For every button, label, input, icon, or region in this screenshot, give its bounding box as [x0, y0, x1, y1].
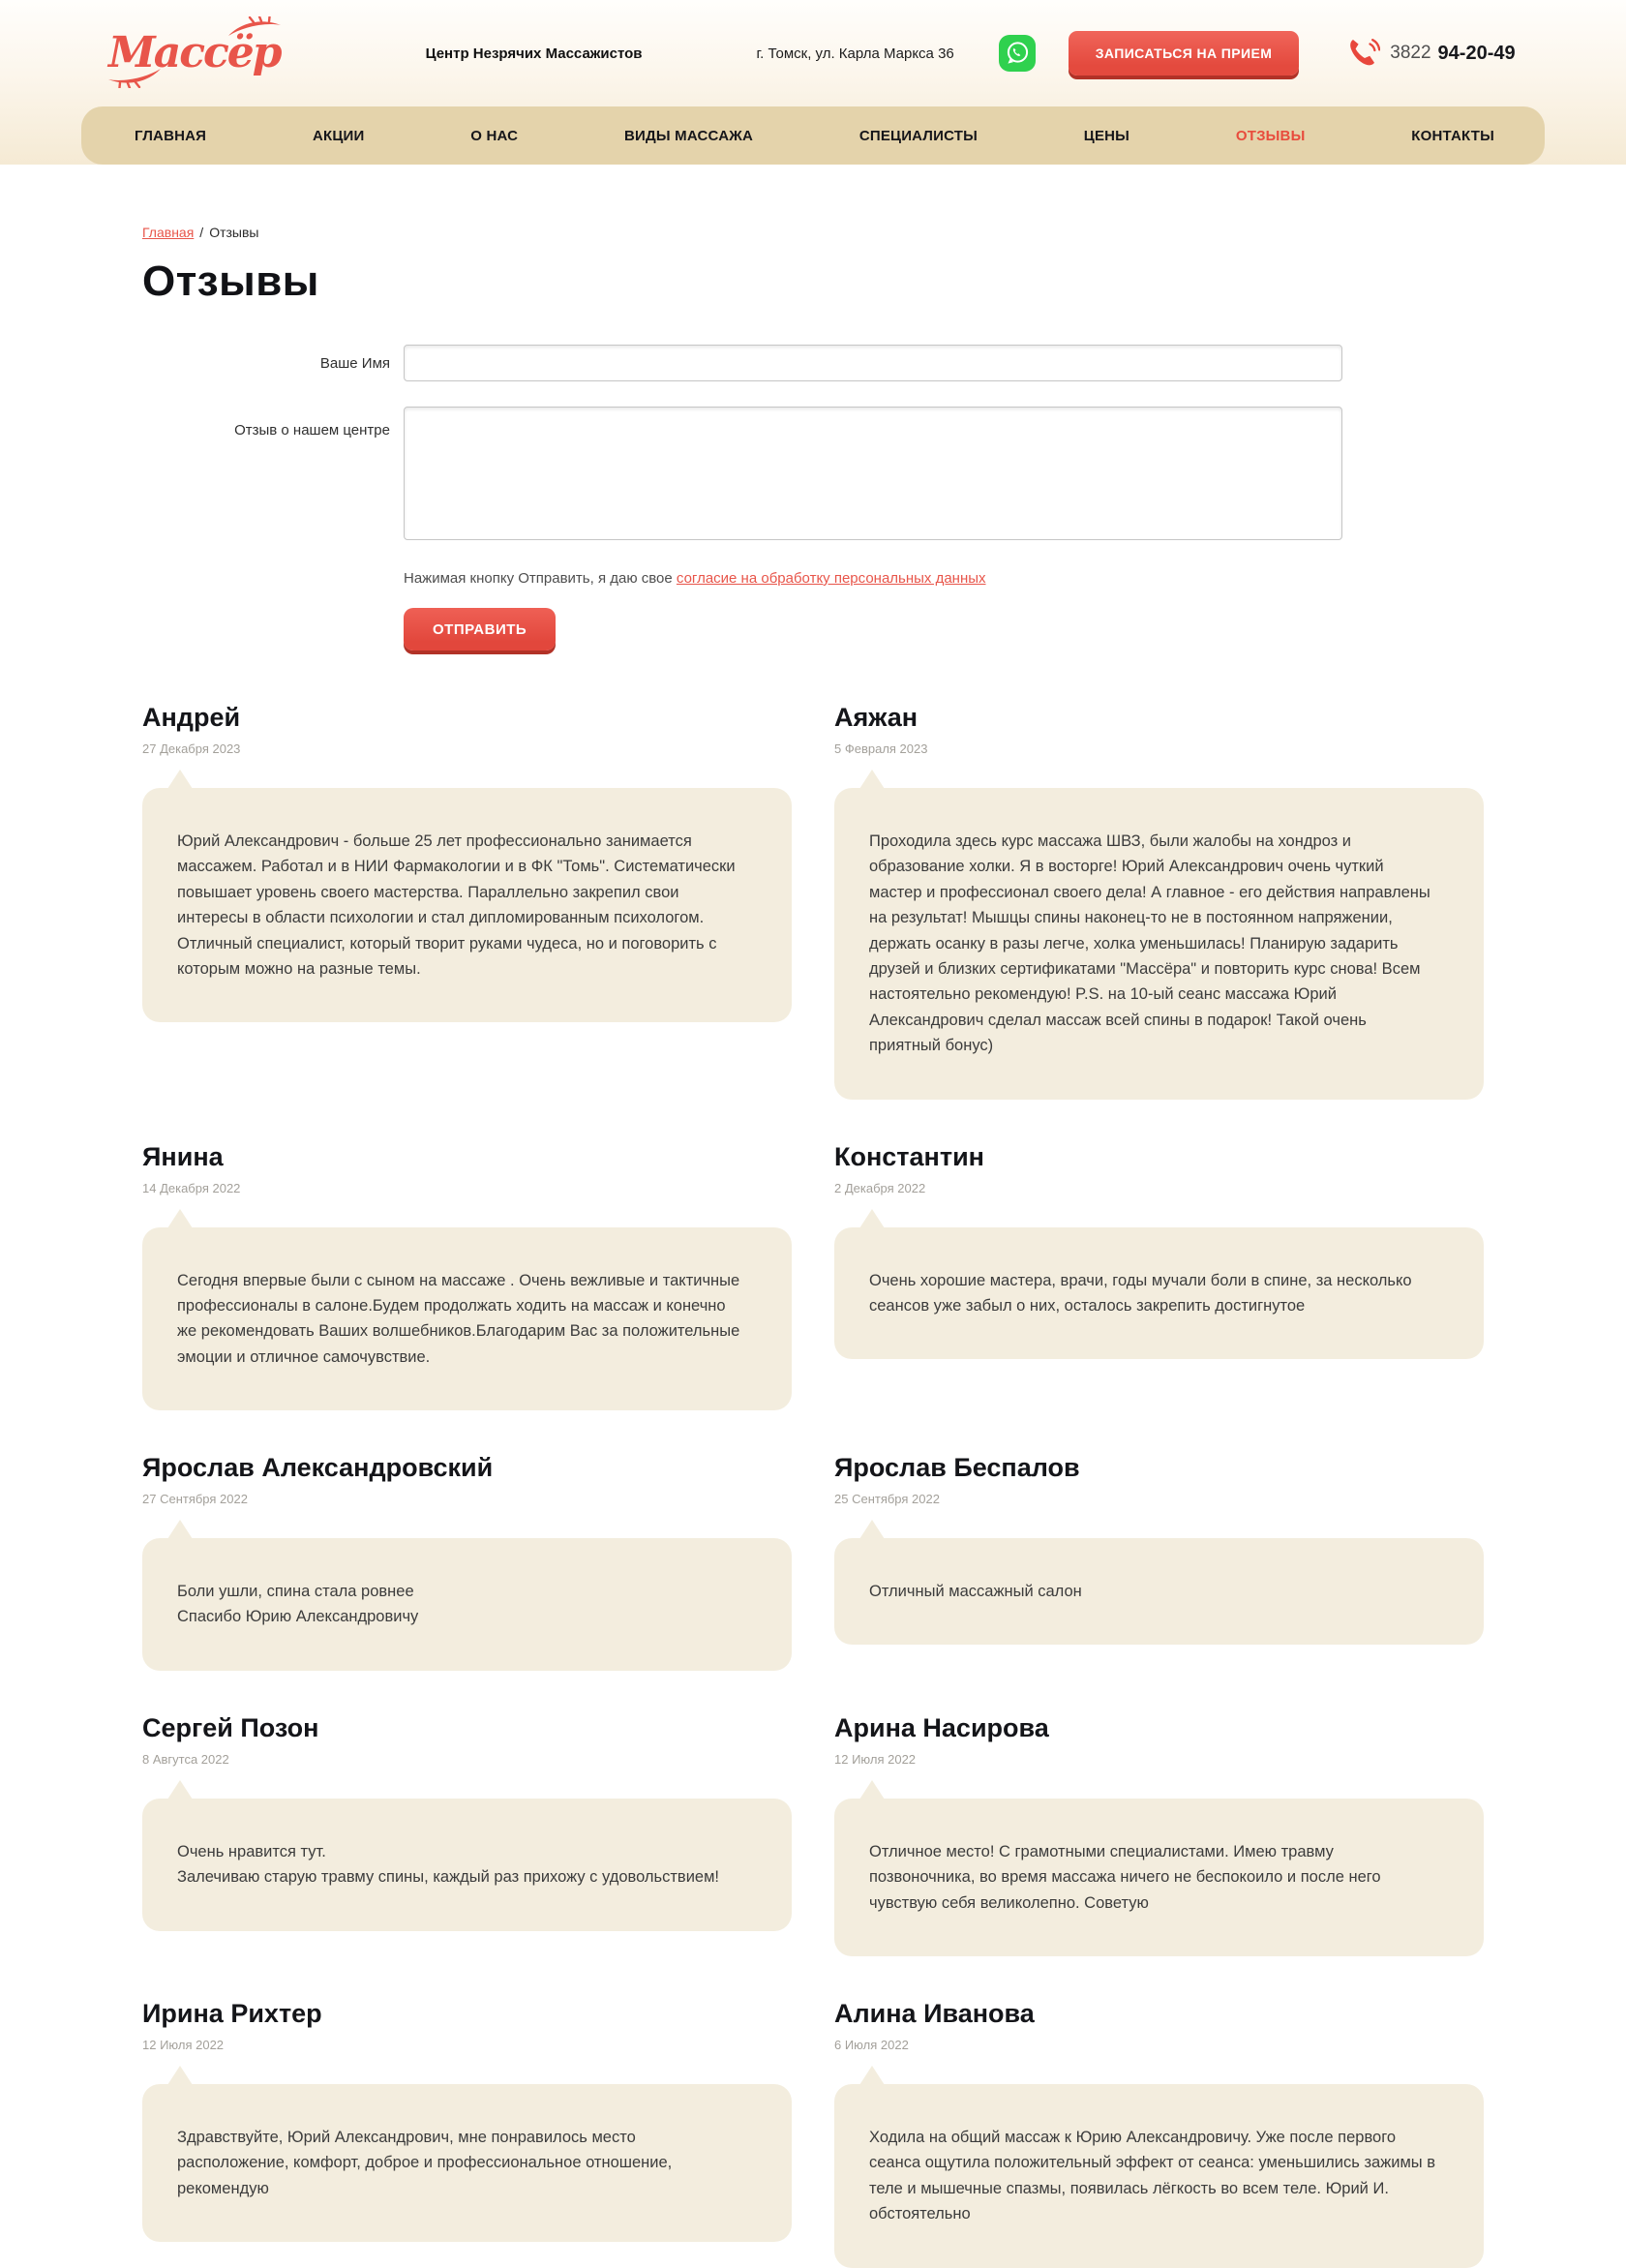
breadcrumb-current: Отзывы — [209, 225, 259, 240]
review-item — [834, 1713, 1484, 1956]
review-author: Алина Иванова — [834, 1999, 1035, 2029]
review-item — [142, 703, 792, 1100]
review-date: 2 Декабря 2022 — [834, 1180, 926, 1195]
review-bubble — [142, 1538, 792, 1671]
nav-item-специалисты[interactable]: СПЕЦИАЛИСТЫ — [858, 127, 978, 144]
review-bubble — [142, 1227, 792, 1411]
breadcrumb-separator: / — [199, 225, 204, 240]
whatsapp-icon[interactable] — [999, 35, 1036, 72]
address: г. Томск, ул. Карла Маркса 36 — [756, 45, 954, 62]
logo[interactable] — [108, 28, 281, 77]
name-field-label: Ваше Имя — [319, 354, 390, 372]
logo-hand-bottom-icon — [106, 67, 163, 88]
review-date: 27 Декабря 2023 — [142, 741, 241, 756]
review-paragraph: Отличное место! С грамотными специалистами. Имею травму позвоночника, во время массажа ничего не беспокоило и после него чувствую себя великолепно. Советую — [869, 1842, 1381, 1912]
review-author: Арина Насирова — [834, 1712, 1049, 1742]
nav-item-виды массажа[interactable]: ВИДЫ МАССАЖА — [624, 127, 754, 144]
logo-hand-top-icon — [226, 16, 283, 38]
nav-item-главная[interactable]: ГЛАВНАЯ — [135, 127, 207, 144]
consent-link[interactable]: согласие на обработку персональных данных — [676, 570, 986, 587]
review-item — [834, 1142, 1484, 1411]
review-date: 27 Сентября 2022 — [142, 1492, 248, 1507]
review-date: 14 Декабря 2022 — [142, 1180, 241, 1195]
review-bubble — [834, 1538, 1484, 1645]
review-item — [834, 1453, 1484, 1671]
review-paragraph: Ходила на общий массаж к Юрию Александровичу. Уже после первого сеанса ощутила положительный эффект от сеанса: уменьшились зажимы в теле и мышечные спазмы, появилась лёгкость во всем теле. Юрий И. обстоятельно — [869, 2129, 1436, 2223]
review-paragraph: Проходила здесь курс массажа ШВЗ, были жалобы на хондроз и образование холки. Я в восторге! Юрий Александрович очень чуткий мастер и профессионал своего дела! А главное - его действия направлены на результат! Мышцы спины наконец-то не в постоянном напряжении, держать осанку в разы легче, холка уменьшилась! Планирую задарить друзей и близких сертификатами "Массёра" и повторить курс снова! Всем настоятельно рекомендую! P.S. на 10-ый сеанс массажа Юрий Александрович сделал массаж всей спины в подарок! Такой очень приятный бонус) — [869, 832, 1430, 1055]
review-date: 12 Июля 2022 — [834, 1751, 917, 1767]
review-bubble — [834, 2084, 1484, 2268]
breadcrumb — [142, 225, 1484, 240]
nav-item-акции[interactable]: АКЦИИ — [312, 127, 365, 144]
review-paragraph: Отличный массажный салон — [869, 1583, 1082, 1601]
phone-icon — [1345, 36, 1380, 71]
review-field-label: Отзыв о нашем центре — [234, 422, 390, 438]
review-item — [142, 1142, 792, 1411]
review-date: 5 Февраля 2023 — [834, 741, 928, 756]
name-input[interactable] — [404, 345, 1342, 381]
review-bubble — [142, 788, 792, 1022]
review-date: 25 Сентября 2022 — [834, 1492, 940, 1507]
review-date: 8 Авгутса 2022 — [142, 1751, 229, 1767]
review-item — [834, 703, 1484, 1100]
review-author: Ярослав Беспалов — [834, 1453, 1080, 1483]
review-author: Андрей — [142, 703, 241, 732]
review-author: Янина — [142, 1141, 224, 1171]
submit-button[interactable]: ОТПРАВИТЬ — [404, 608, 556, 650]
main-content — [142, 225, 1484, 2268]
review-paragraph: Здравствуйте, Юрий Александрович, мне понравилось место расположение, комфорт, доброе и профессиональное отношение, рекомендую — [177, 2129, 673, 2197]
page-title: Отзывы — [142, 257, 319, 305]
review-item — [142, 1713, 792, 1956]
review-paragraph: Очень хорошие мастера, врачи, годы мучали боли в спине, за несколько сеансов уже забыл о них, осталось закрепить достигнутое — [869, 1271, 1412, 1315]
review-author: Ярослав Александровский — [142, 1453, 494, 1483]
review-date: 6 Июля 2022 — [834, 2038, 909, 2053]
review-textarea[interactable] — [404, 407, 1342, 540]
nav-item-контакты[interactable]: КОНТАКТЫ — [1411, 127, 1494, 144]
nav-item-цены[interactable]: ЦЕНЫ — [1083, 127, 1130, 144]
review-paragraph: Залечиваю старую травму спины, каждый раз прихожу с удовольствием! — [177, 1868, 720, 1887]
review-bubble — [834, 788, 1484, 1100]
phone-block — [1345, 36, 1515, 71]
phone-area-code: 3822 — [1390, 43, 1431, 63]
review-author: Ирина Рихтер — [142, 1999, 322, 2029]
review-paragraph: Очень нравится тут. — [177, 1842, 326, 1860]
appointment-button[interactable]: ЗАПИСАТЬСЯ НА ПРИЕМ — [1069, 31, 1300, 76]
review-paragraph: Боли ушли, спина стала ровнее — [177, 1583, 414, 1601]
review-bubble — [142, 1799, 792, 1931]
phone-number[interactable]: 94-20-49 — [1437, 42, 1516, 64]
review-bubble — [142, 2084, 792, 2242]
review-author: Константин — [834, 1141, 984, 1171]
review-paragraph: Спасибо Юрию Александровичу — [177, 1608, 419, 1626]
review-item — [142, 1999, 792, 2268]
review-author: Аяжан — [834, 703, 918, 732]
review-bubble — [834, 1799, 1484, 1956]
review-author: Сергей Позон — [142, 1712, 319, 1742]
logo-text: Массёр — [108, 28, 281, 77]
review-item — [834, 1999, 1484, 2268]
nav-item-отзывы[interactable]: ОТЗЫВЫ — [1235, 127, 1306, 144]
page-header — [0, 0, 1626, 165]
review-paragraph: Сегодня впервые были с сыном на массаже . Очень вежливые и тактичные профессионалы в салоне.Будем продолжать ходить на массаж и конечно же рекомендовать Ваших волшебников.Благодарим Вас за положительные эмоции и отличное самочувствие. — [177, 1271, 740, 1366]
review-item — [142, 1453, 792, 1671]
breadcrumb-home-link[interactable]: Главная — [142, 225, 195, 240]
consent-text: Нажимая кнопку Отправить, я даю свое — [404, 570, 673, 587]
center-name: Центр Незрячих Массажистов — [425, 45, 643, 62]
consent-note — [404, 570, 1484, 587]
review-date: 12 Июля 2022 — [142, 2038, 225, 2053]
review-bubble — [834, 1227, 1484, 1360]
review-form — [142, 345, 1484, 650]
main-nav — [81, 106, 1545, 165]
review-paragraph: Юрий Александрович - больше 25 лет профессионально занимается массажем. Работал и в НИИ Фармакологии и в ФК "Томь". Систематически повышает уровень своего мастерства. Параллельно закрепил свои интересы в области психологии и стал дипломированным психологом. Отличный специалист, который творит руками чудеса, но и поговорить с которым можно на разные темы. — [177, 832, 736, 978]
nav-item-о нас[interactable]: О НАС — [470, 127, 519, 144]
reviews-list — [142, 703, 1484, 2268]
